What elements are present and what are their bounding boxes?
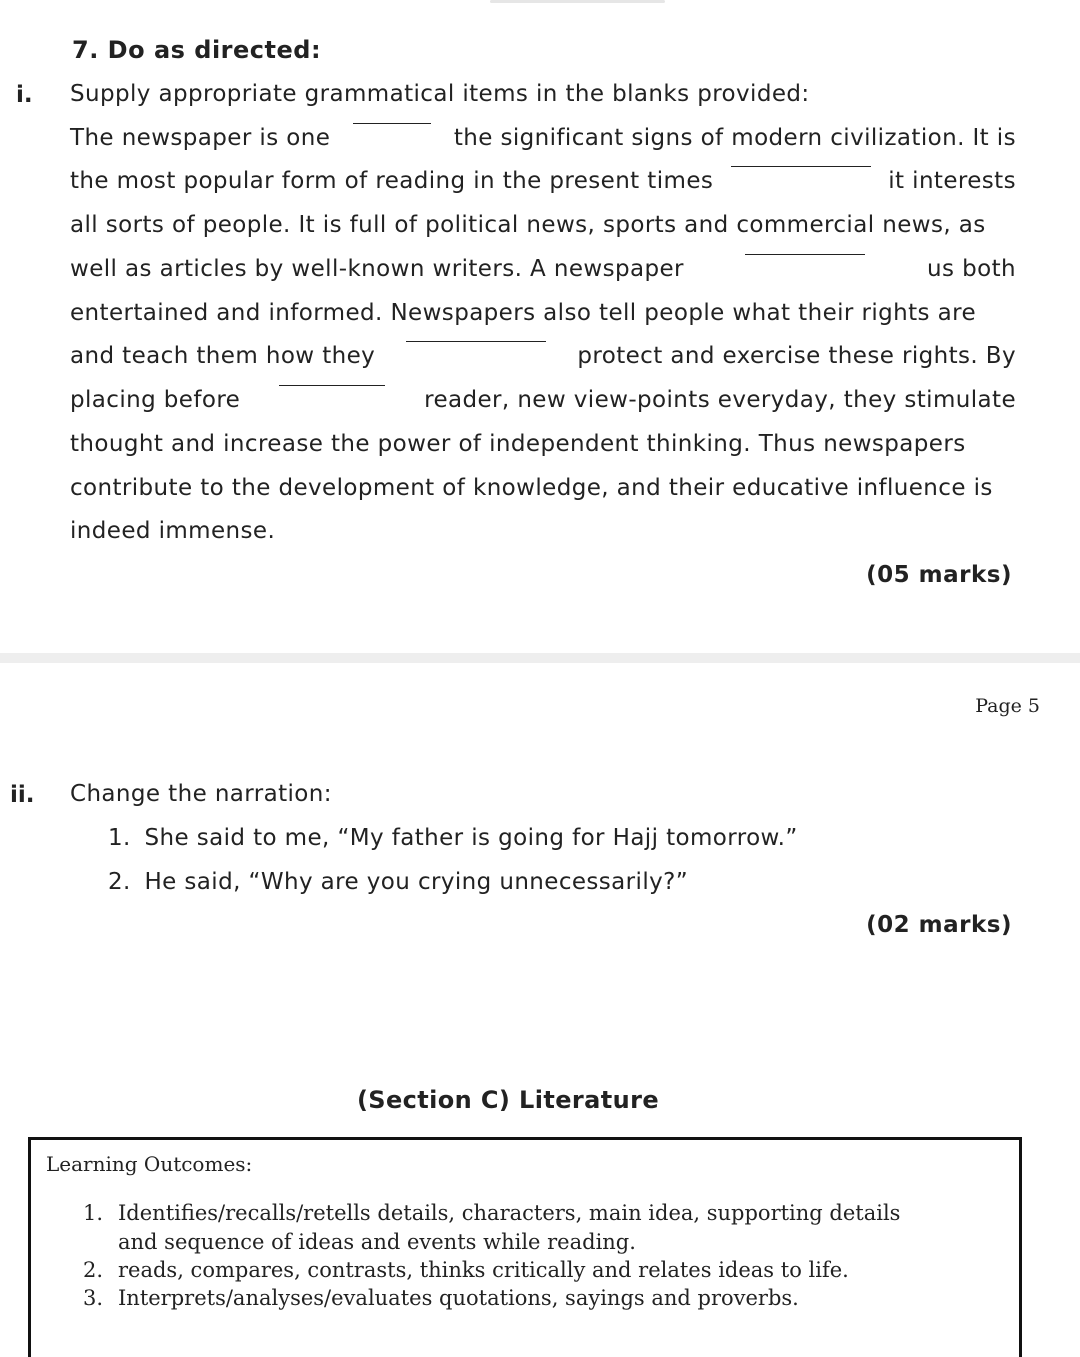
outcome-text-continued: and sequence of ideas and events while reading. [118,1230,636,1254]
paragraph-line: The newspaper is one the significant signs of modern civilization. It is [70,125,1016,151]
outcome-number: 1. [83,1201,104,1225]
narration-item: 2. He said, “Why are you crying unnecessarily?” [108,869,689,895]
part-ii-instruction: Change the narration: [70,781,332,807]
paragraph-line: placing before reader, new view-points everyday, they stimulate [70,387,1016,413]
narration-item: 1. She said to me, “My father is going for Hajj tomorrow.” [108,825,798,851]
question-heading: 7. Do as directed: [72,36,322,64]
outcome-number: 2. [83,1258,104,1282]
outcome-text: reads, compares, contrasts, thinks critically and relates ideas to life. [118,1258,849,1282]
page-separator [0,653,1080,663]
outcome-text: Interprets/analyses/evaluates quotations, sayings and proverbs. [118,1286,799,1310]
paragraph-line: all sorts of people. It is full of political news, sports and commercial news, as [70,212,986,238]
blank-2 [731,166,871,167]
blank-1 [353,123,431,124]
section-c-title: (Section C) Literature [356,1086,660,1114]
part-i-marks: (05 marks) [866,562,1012,588]
part-ii-numeral: ii. [10,782,35,808]
top-edge-artifact [490,0,665,3]
learning-outcomes-box [28,1137,1022,1357]
paragraph-line: and teach them how they protect and exercise these rights. By [70,343,1016,369]
part-i-instruction: Supply appropriate grammatical items in the blanks provided: [70,81,810,107]
paragraph-line: thought and increase the power of independent thinking. Thus newspapers [70,431,966,457]
learning-outcomes-title: Learning Outcomes: [46,1152,253,1176]
paragraph-line: entertained and informed. Newspapers also tell people what their rights are [70,300,977,326]
outcome-text: Identifies/recalls/retells details, characters, main idea, supporting details [118,1201,901,1225]
blank-3 [745,254,865,255]
part-ii-marks: (02 marks) [866,912,1012,938]
paragraph-line: the most popular form of reading in the present times it interests [70,168,1016,194]
blank-4 [406,341,546,342]
page-number: Page 5 [975,695,1040,717]
paragraph-line: contribute to the development of knowledge, and their educative influence is [70,475,993,501]
paragraph-line: indeed immense. [70,518,276,544]
paragraph-line: well as articles by well-known writers. A newspaper us both [70,256,1016,282]
part-i-numeral: i. [16,82,33,108]
outcome-number: 3. [83,1286,104,1310]
blank-5 [279,385,385,386]
